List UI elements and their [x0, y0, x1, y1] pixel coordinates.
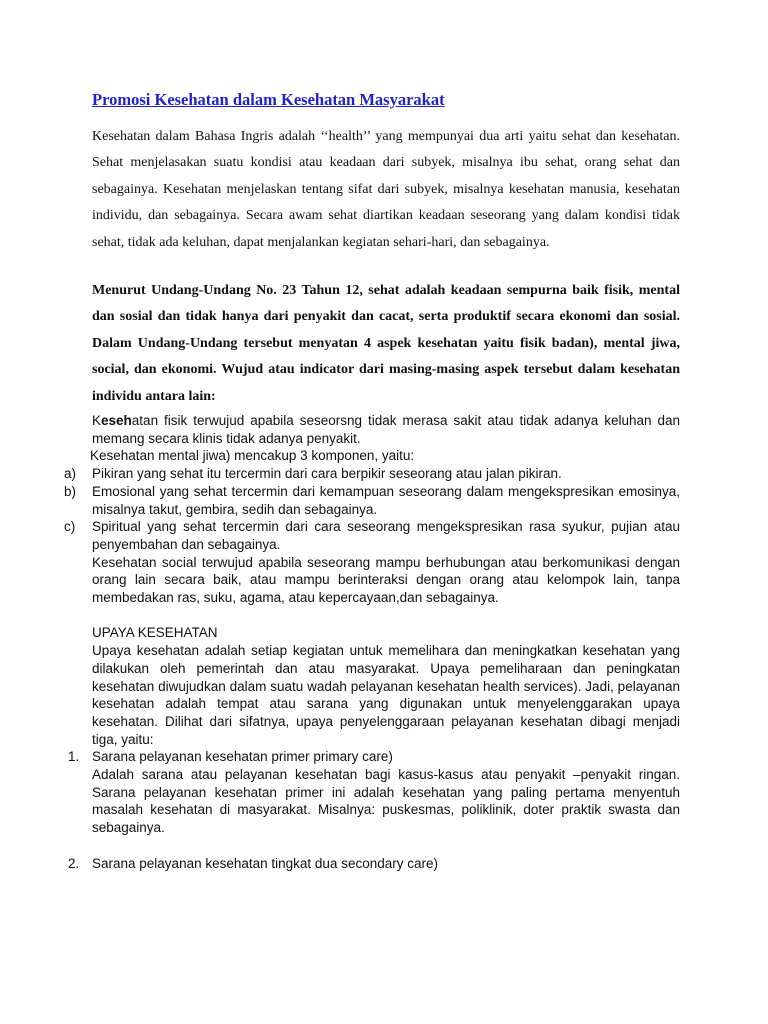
- spacer: [0, 837, 768, 855]
- service-title: Sarana pelayanan kesehatan primer primary care): [92, 749, 393, 765]
- upaya-paragraph: Upaya kesehatan adalah setiap kegiatan untuk memelihara dan meningkatkan kesehatan yang dilakukan oleh pemerintah dan atau masyarakat. Upaya pemeliharaan dan peningkatan kesehatan diwujudkan dalam suatu wadah pelayanan kesehatan health services). Jadi, pelayanan kesehatan adalah tempat atau sarana yang digunakan untuk menyelenggarakan upaya kesehatan. Dilihat dari sifatnya, upaya penyelenggaraan pelayanan kesehatan dibagi menjadi tiga, yaitu:: [92, 643, 680, 747]
- document-title-link[interactable]: Promosi Kesehatan dalam Kesehatan Masyarakat: [92, 90, 445, 109]
- list-marker: b): [64, 483, 77, 499]
- list-item-text: Emosional yang sehat tercermin dari kemampuan seseorang dalam mengekspresikan emosinya, misalnya takut, gembira, sedih dan sebagainya.: [92, 483, 680, 517]
- spacer: [0, 607, 768, 625]
- physical-health-text: atan fisik terwujud apabila seseorsng tidak merasa sakit atau tidak adanya keluhan dan memang secara klinis tidak adanya penyakit.: [92, 413, 680, 446]
- body-section: [0, 412, 768, 872]
- law-definition-paragraph: Menurut Undang-Undang No. 23 Tahun 12, sehat adalah keadaan sempurna baik fisik, mental dan sosial dan tidak hanya dari penyakit dan cacat, serta produktif secara ekonomi dan sosial. Dalam Undang-Undang tersebut menyatan 4 aspek kesehatan yaitu fisik badan), mental jiwa, social, dan ekonomi. Wujud atau indicator dari masing-masing aspek tersebut dalam kesehatan individu antara lain:: [92, 283, 680, 404]
- list-item: [0, 748, 768, 766]
- list-item-text: Pikiran yang sehat itu tercermin dari cara berpikir seseorang atau jalan pikiran.: [92, 466, 562, 482]
- list-item: [0, 465, 768, 483]
- list-marker: a): [64, 466, 77, 482]
- physical-health-bold: eseh: [101, 413, 132, 428]
- section-heading: UPAYA KESEHATAN: [92, 625, 218, 641]
- physical-health-paragraph: [92, 412, 680, 447]
- service-title: Sarana pelayanan kesehatan tingkat dua secondary care): [92, 855, 438, 871]
- list-item: [0, 518, 768, 553]
- mental-health-intro: Kesehatan mental jiwa) mencakup 3 komponen, yaitu:: [90, 448, 415, 464]
- list-item: [0, 855, 768, 873]
- intro-paragraph: Kesehatan dalam Bahasa Ingris adalah ‘‘health’’ yang mempunyai dua arti yaitu sehat dan kesehatan. Sehat menjelasakan suatu kondisi atau keadaan dari subyek, misalnya ibu sehat, orang sehat dan sebagainya. Kesehatan menjelaskan tentang sifat dari subyek, misalnya kesehatan manusia, kesehatan individu, dan sebagainya. Secara awam sehat diartikan keadaan seseorang yang dalam kondisi tidak sehat, tidak ada keluhan, dapat menjalankan kegiatan sehari-hari, dan sebagainya.: [92, 129, 680, 250]
- social-health-paragraph: Kesehatan social terwujud apabila seseorang mampu berhubungan atau berkomunikasi dengan orang lain secara baik, atau mampu berinteraksi dengan orang atau kelompok lain, tanpa membedakan ras, suku, agama, atau kepercayaan,dan sebagainya.: [92, 554, 680, 606]
- list-marker: 1.: [68, 749, 80, 765]
- list-item-text: Spiritual yang sehat tercermin dari cara seseorang mengekspresikan rasa syukur, pujian atau penyembahan dan sebagainya.: [92, 519, 680, 552]
- physical-health-lead: K: [92, 413, 102, 428]
- list-item: [0, 483, 768, 518]
- service-description: Adalah sarana atau pelayanan kesehatan bagi kasus-kasus atau penyakit –penyakit ringan. Sarana pelayanan kesehatan primer ini adalah kesehatan yang paling pertama menyentuh masalah kesehatan di masyarakat. Misalnya: puskesmas, poliklinik, doter praktik swasta dan sebagainya.: [92, 767, 680, 836]
- list-marker: c): [64, 519, 76, 535]
- list-marker: 2.: [68, 855, 80, 871]
